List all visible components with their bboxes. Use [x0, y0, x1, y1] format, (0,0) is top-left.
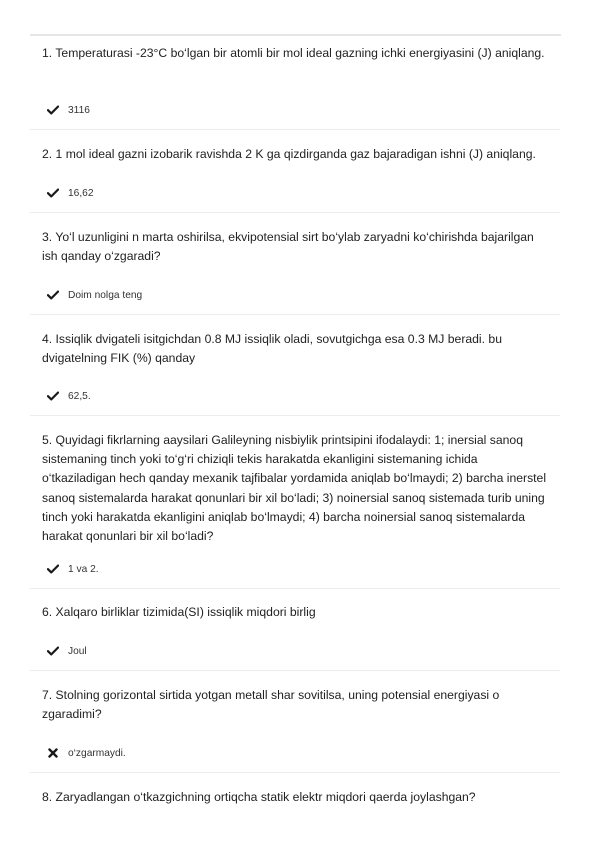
divider [30, 212, 560, 213]
check-icon [46, 389, 60, 403]
question-item-8 [30, 788, 560, 807]
answer-row-6 [46, 644, 87, 658]
answer-row-7 [46, 746, 126, 760]
question-item-6 [30, 603, 560, 622]
divider [30, 772, 560, 773]
question-item-1 [30, 44, 560, 63]
question-text: 1. Temperaturasi -23°C bo‘lgan bir atomli bir mol ideal gazning ichki energiyasini (J) aniqlang. [42, 46, 545, 60]
divider [30, 415, 560, 416]
question-text: 3. Yo‘l uzunligini n marta oshirilsa, ekvipotensial sirt bo‘ylab zaryadni ko‘chirishda bajarilgan ish qanday o‘zgaradi? [42, 230, 534, 264]
question-item-3 [30, 228, 560, 266]
answer-text: 62,5. [68, 390, 91, 402]
question-item-5 [30, 431, 560, 546]
question-text: 6. Xalqaro birliklar tizimida(SI) issiqlik miqdori birlig [42, 605, 316, 619]
answer-row-4 [46, 389, 91, 403]
question-text: 4. Issiqlik dvigateli isitgichdan 0.8 MJ issiqlik oladi, sovutgichga esa 0.3 MJ beradi. bu dvigatelning FIK (%) qanday [42, 332, 502, 366]
question-item-7 [30, 686, 560, 724]
answer-text: 1 va 2. [68, 563, 99, 575]
divider [30, 670, 560, 671]
answer-text: 3116 [68, 104, 90, 116]
answer-row-2 [46, 186, 94, 200]
answer-text: Doim nolga teng [68, 289, 143, 301]
divider [30, 129, 560, 130]
top-rule [30, 34, 561, 36]
answer-text: o‘zgarmaydi. [68, 747, 126, 759]
check-icon [46, 186, 60, 200]
question-item-2 [30, 145, 560, 164]
divider [30, 588, 560, 589]
answer-text: 16,62 [68, 187, 94, 199]
question-item-4 [30, 330, 560, 368]
check-icon [46, 562, 60, 576]
question-text: 5. Quyidagi fikrlarning aaysilari Galileyning nisbiylik printsipini ifodalaydi: 1; inersial sanoq sistemaning tinch yoki to‘g‘ri chiziqli tekis harakatda ekanligini sistemaning ichida o‘tkaziladigan hech qanday mexanik tajfibalar yordamida aniqlab bo‘lmaydi; 2) barcha inerstel sanoq sistemalarda harakat qonunlari bir xil bo‘ladi; 3) noinersial sanoq sistemada turib uning tinch yoki harakatda ekanligini aniqlab bo‘lmaydi; 4) barcha noinersial sanoq sistemalarda harakat qonunlari bir xil bo‘ladi? [42, 433, 547, 544]
check-icon [46, 103, 60, 117]
answer-row-1 [46, 103, 90, 117]
answer-row-5 [46, 562, 99, 576]
answer-text: Joul [68, 645, 87, 657]
question-text: 8. Zaryadlangan o‘tkazgichning ortiqcha statik elektr miqdori qaerda joylashgan? [42, 790, 476, 804]
check-icon [46, 644, 60, 658]
divider [30, 314, 560, 315]
cross-icon [46, 746, 60, 760]
check-icon [46, 288, 60, 302]
question-text: 2. 1 mol ideal gazni izobarik ravishda 2 K ga qizdirganda gaz bajaradigan ishni (J) aniqlang. [42, 147, 536, 161]
question-text: 7. Stolning gorizontal sirtida yotgan metall shar sovitilsa, uning potensial energiyasi o zgaradimi? [42, 688, 500, 722]
answer-row-3 [46, 288, 142, 302]
